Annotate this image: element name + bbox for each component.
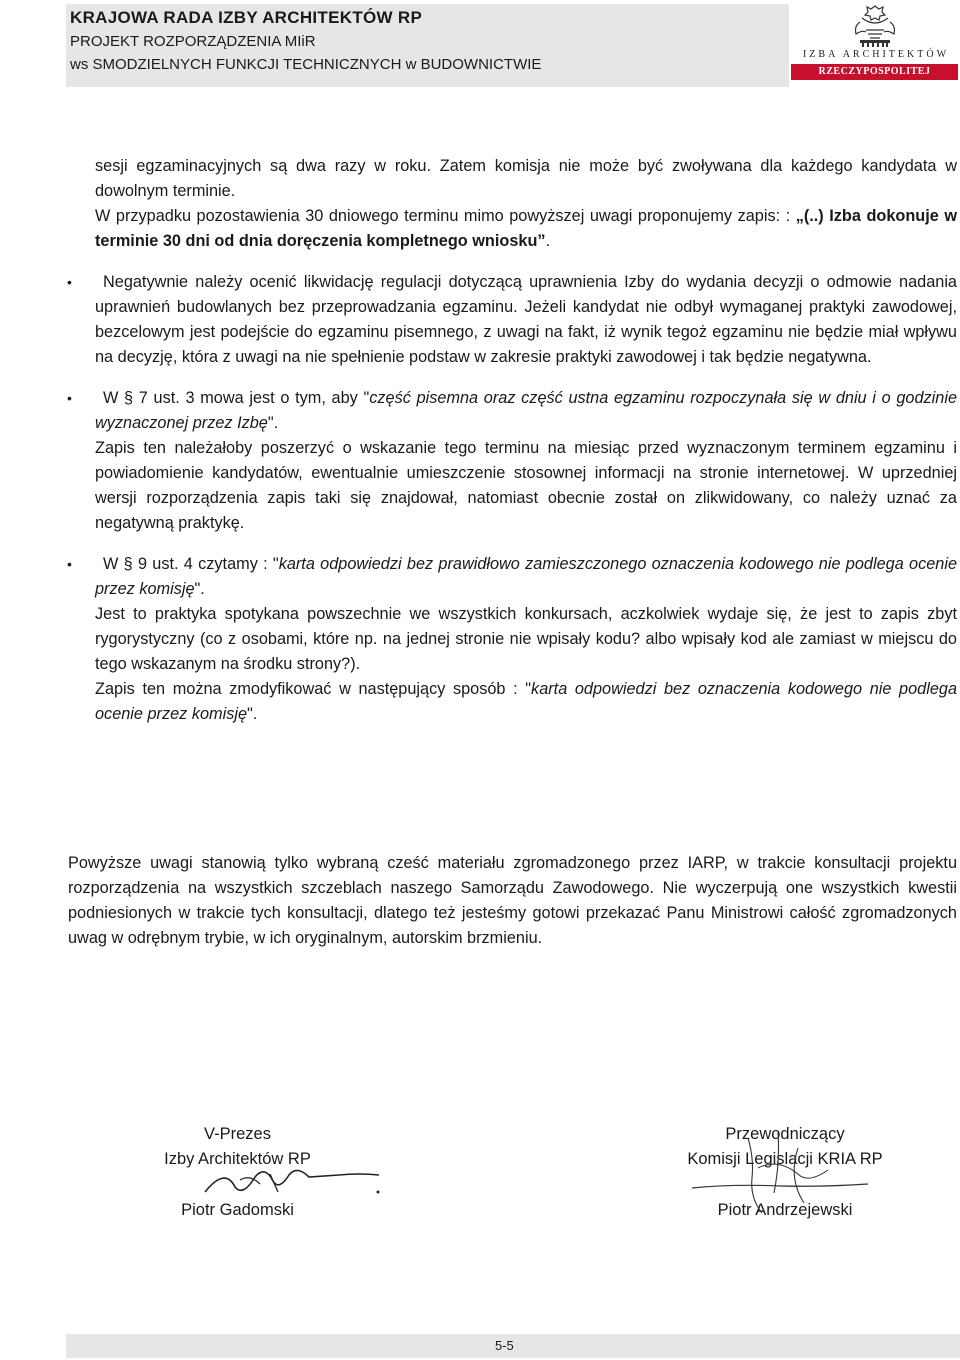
signatory-organization: Izby Architektów RP — [164, 1150, 311, 1168]
bullet-icon: • — [67, 390, 72, 406]
text-run: . — [545, 232, 551, 250]
paragraph: Zapis ten należałoby poszerzyć o wskazanie tego terminu na miesiąc przed wyznaczonym terminem egzaminu i powiadomienie kandydatów, ewentualnie umieszczenie stosownej informacji na stronie internetowej. W uprzedniej wersji rozporządzenia zapis taki się znajdował, natomiast obecnie został on zlikwidowany, co należy uznać za negatywną praktykę. — [95, 439, 957, 532]
text-run: W § 9 ust. 4 czytamy : " — [103, 555, 279, 573]
quoted-text: karta odpowiedzi bez oznaczenia kodowego nie podlega ocenie przez komisję — [95, 680, 957, 723]
bullet-icon: • — [67, 556, 72, 572]
page-number: 5-5 — [495, 1338, 514, 1353]
text-run: W § 7 ust. 3 mowa jest o tym, aby " — [103, 389, 370, 407]
bullet-icon: • — [67, 274, 72, 290]
list-item — [67, 386, 957, 536]
logo-band: RZECZYPOSPOLITEJ POLSKIEJ — [791, 64, 958, 80]
paragraph: Powyższe uwagi stanowią tylko wybraną cześć materiału zgromadzonego przez IARP, w trakcie konsultacji projektu rozporządzenia na wszystkich szczeblach naszego Samorządu Zawodowego. Nie wyczerpują one wszystkich kwestii podniesionych w trakcie tych konsultacji, dlatego też jesteśmy gotowi przekazać Panu Ministrowi całość zgromadzonych uwag w odrębnym trybie, w ich oryginalnym, autorskim brzmieniu. — [68, 854, 957, 947]
paragraph — [95, 677, 957, 727]
header-subtitle: PROJEKT ROZPORZĄDZENIA MIiR — [70, 33, 316, 50]
quoted-text: część pisemna oraz część ustna egzaminu rozpoczynała się w dniu i o godzinie wyznaczonej przez Izbę — [95, 389, 957, 432]
handwritten-signature-right-icon — [688, 1128, 888, 1228]
paragraph: Jest to praktyka spotykana powszechnie we wszystkich konkursach, aczkolwiek wydaje się, że jest to zapis zbyt rygorystyczny (co z osobami, które np. na jednej stronie nie wpisały kodu? albo wpisały kod ale zamiast w miejscu do tego wskazanym na środku strony?). — [95, 605, 957, 673]
text-run: ". — [194, 580, 205, 598]
logo-name: IZBA ARCHITEKTÓW — [802, 49, 950, 60]
quoted-text: karta odpowiedzi bez prawidłowo zamieszczonego oznaczenia kodowego nie podlega ocenie przez komisję — [95, 555, 957, 598]
handwritten-signature-left-icon — [200, 1162, 390, 1202]
signatory-name: Piotr Andrzejewski — [717, 1201, 853, 1219]
signatory-title: V-Prezes — [204, 1125, 271, 1143]
list-item — [67, 270, 957, 370]
text-run: ". — [267, 414, 279, 432]
paragraph — [95, 386, 957, 436]
proposed-wording: „(..) Izba dokonuje w terminie 30 dni od dnia doręczenia kompletnego wniosku” — [95, 207, 957, 250]
signatory-organization: Komisji Legislacji KRIA RP — [687, 1150, 883, 1168]
paragraph: sesji egzaminacyjnych są dwa razy w roku. Zatem komisja nie może być zwoływana dla każdego kandydata w dowolnym terminie. — [95, 157, 957, 200]
closing-paragraph — [68, 851, 957, 951]
paragraph: Negatywnie należy ocenić likwidację regulacji dotyczącą uprawnienia Izby do wydania decyzji o odmowie nadania uprawnień budowlanych bez przeprowadzania egzaminu. Jeżeli kandydat nie odbył wymaganej praktyki zawodowej, bezcelowym jest podejście do egzaminu pisemnego, z uwagi na fakt, iż wynik tegoż egzaminu nie będzie miał wpływu na decyzję, która z uwagi na nie spełnienie podstaw w zakresie praktyki zawodowej i tak będzie negatywna. — [95, 273, 957, 366]
signatory-title: Przewodniczący — [725, 1125, 845, 1143]
paragraph — [95, 552, 957, 602]
text-run: W przypadku pozostawienia 30 dniowego terminu mimo powyższej uwagi proponujemy zapis: : — [95, 207, 796, 225]
list-item — [67, 552, 957, 727]
header-subtitle-2: ws SMODZIELNYCH FUNKCJI TECHNICZNYCH w BUDOWNICTWIE — [70, 56, 542, 73]
header-title: KRAJOWA RADA IZBY ARCHITEKTÓW RP — [70, 8, 423, 27]
text-run: Zapis ten można zmodyfikować w następujący sposób : " — [95, 680, 532, 698]
text-run: ". — [247, 705, 258, 723]
paragraph — [95, 204, 957, 254]
document-body — [67, 154, 957, 727]
signatory-name: Piotr Gadomski — [181, 1201, 294, 1219]
